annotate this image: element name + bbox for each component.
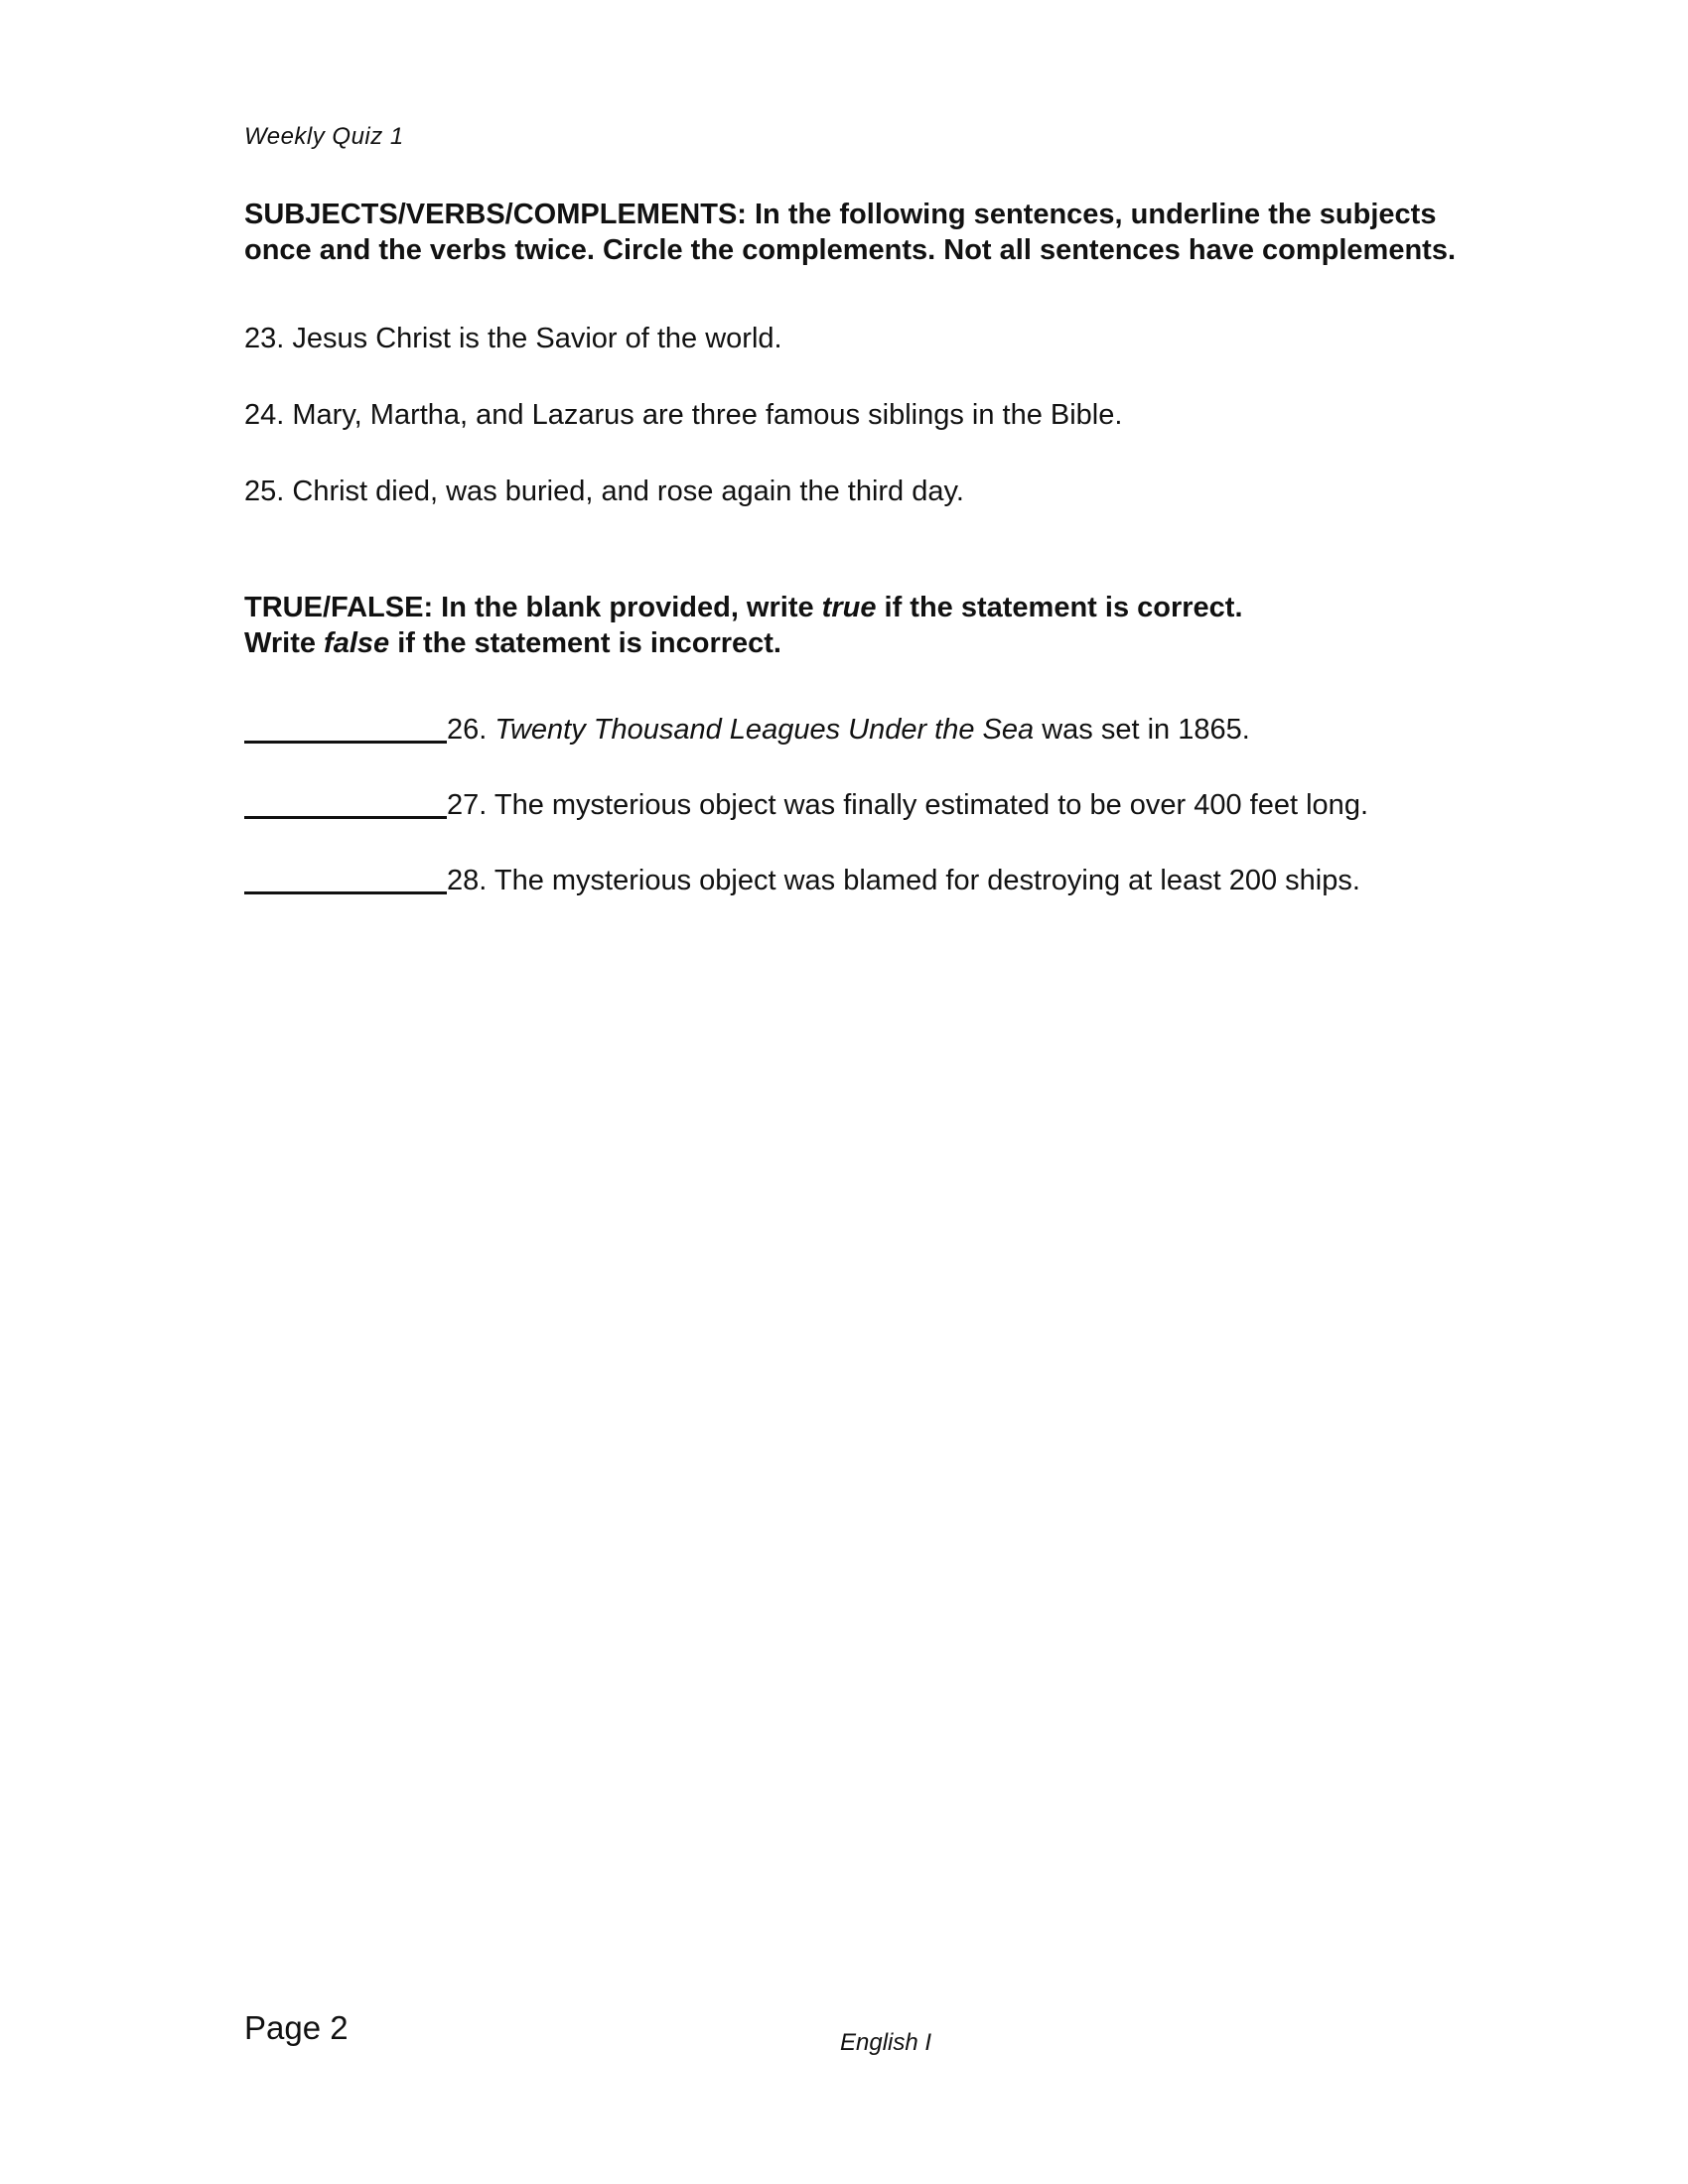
footer-course-label: English I	[840, 2029, 932, 2056]
question-26-number: 26.	[447, 714, 488, 746]
question-28	[244, 858, 1615, 898]
tf-heading-line2-pre: Write	[244, 627, 325, 659]
question-25	[244, 474, 1615, 509]
question-26-answer-blank	[244, 712, 447, 744]
svc-heading-line1: SUBJECTS/VERBS/COMPLEMENTS: In the following sentences, underline the subjects	[244, 199, 1437, 230]
question-24	[244, 397, 1615, 433]
question-28-text: The mysterious object was blamed for destroying at least 200 ships.	[493, 865, 1360, 896]
question-24-number: 24.	[244, 399, 285, 431]
footer-page-number: Page 2	[244, 2009, 349, 2046]
question-25-text: Christ died, was buried, and rose again the third day.	[292, 476, 964, 507]
question-27-number: 27.	[447, 789, 488, 821]
question-26	[244, 707, 1615, 748]
question-26-book-title: Twenty Thousand Leagues Under the Sea	[494, 714, 1035, 746]
svc-heading-line2: once and the verbs twice. Circle the complements. Not all sentences have complements.	[244, 234, 1457, 266]
true-false-heading	[244, 590, 1565, 661]
question-23	[244, 321, 1615, 356]
tf-heading-line2	[244, 625, 1565, 661]
question-27-answer-blank	[244, 787, 447, 819]
tf-heading-line2-italic-word: false	[324, 627, 390, 659]
subjects-verbs-complements-heading	[244, 197, 1565, 268]
question-28-number: 28.	[447, 865, 488, 896]
question-27-text: The mysterious object was finally estimated to be over 400 feet long.	[493, 789, 1368, 821]
tf-heading-line1-pre: TRUE/FALSE: In the blank provided, write	[244, 592, 822, 623]
question-25-number: 25.	[244, 476, 285, 507]
question-23-text: Jesus Christ is the Savior of the world.	[292, 323, 782, 354]
tf-heading-line1-post: if the statement is correct.	[876, 592, 1243, 623]
question-28-answer-blank	[244, 863, 447, 894]
tf-heading-line1	[244, 590, 1565, 625]
question-26-text: was set in 1865.	[1034, 714, 1250, 746]
question-27	[244, 782, 1615, 823]
tf-heading-line1-italic-word: true	[821, 592, 877, 623]
question-24-text: Mary, Martha, and Lazarus are three famous siblings in the Bible.	[292, 399, 1123, 431]
tf-heading-line2-post: if the statement is incorrect.	[389, 627, 781, 659]
page-header-title: Weekly Quiz 1	[244, 123, 404, 150]
question-23-number: 23.	[244, 323, 285, 354]
